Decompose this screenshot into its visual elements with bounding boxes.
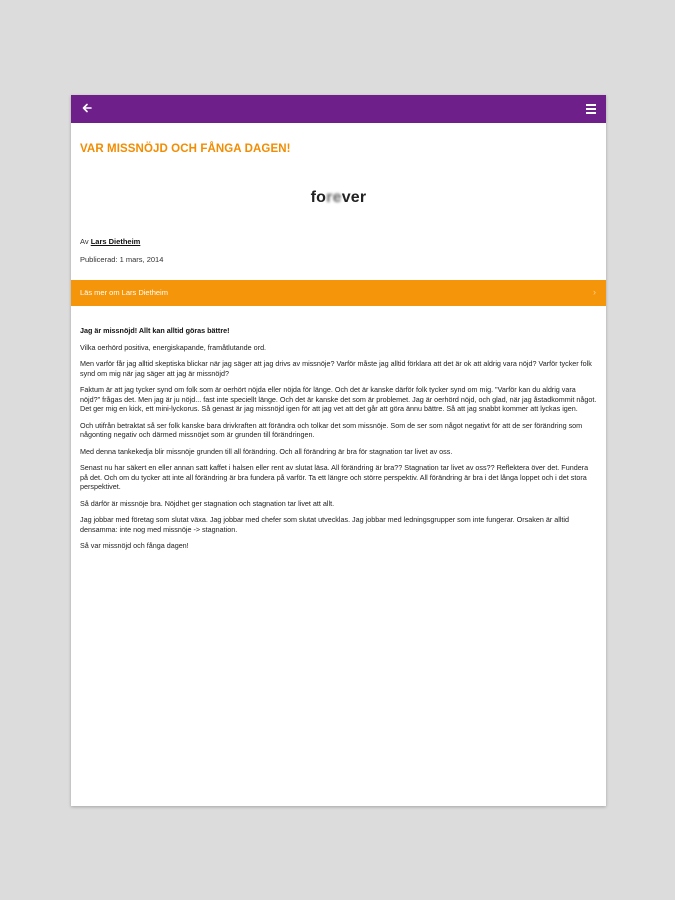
article-title: VAR MISSNÖJD OCH FÅNGA DAGEN! — [80, 143, 291, 155]
hamburger-menu-icon — [586, 112, 596, 114]
app-window — [71, 95, 606, 806]
paragraph: Med denna tankekedja blir missnöje grunden till all förändring. Och all förändring är bra för stagnation tar livet av oss. — [80, 446, 453, 456]
arrow-left-icon — [81, 102, 93, 114]
paragraph: Så därför är missnöje bra. Nöjdhet ger stagnation och stagnation tar livet att allt. — [80, 498, 335, 508]
top-app-bar — [71, 95, 606, 123]
chevron-right-icon: › — [593, 287, 596, 297]
article-body — [71, 306, 606, 551]
site-logo — [279, 189, 399, 207]
hamburger-menu-icon — [586, 104, 596, 106]
logo-text-end: ver — [341, 189, 367, 206]
paragraph: Senast nu har säkert en eller annan satt kaffet i halsen eller rent av slutat läsa. All förändring är bra?? Stagnation tar livet av oss?? Reflektera över det. Fundera på det. Och om du tycker att inte all förändring är bra fundera på varför. Ta ett längre och större perspektiv. All förändring är bra i det långa loppet och i det stora perspektivet. — [80, 463, 589, 491]
menu-button[interactable] — [586, 104, 596, 114]
logo-text-blurred: re — [326, 189, 342, 206]
article-header — [71, 143, 606, 264]
paragraph: Men varför får jag alltid skeptiska blickar när jag säger att jag drivs av missnöje? Varför måste jag alltid förklara att det är ok att aldrig vara nöjd? Varför tycker folk synd om mig när jag säger att jag är missnöjd? — [80, 359, 592, 378]
paragraph: Jag är missnöjd! Allt kan alltid göras bättre! — [80, 326, 230, 335]
paragraph: Vilka oerhörd positiva, energiskapande, framåtlutande ord. — [80, 342, 267, 352]
byline — [80, 237, 597, 246]
paragraph: Och utifrån betraktat så ser folk kanske bara drivkraften att förändra och tolkar det som missnöje. Som de ser som något negativt för att de ser förändring som någonting negativ och därmed missnöjet som är grunden till förändringen. — [80, 420, 583, 439]
logo-text-start: fo — [310, 189, 327, 206]
back-button[interactable] — [80, 102, 94, 116]
byline-prefix: Av — [80, 237, 89, 246]
paragraph: Så var missnöjd och fånga dagen! — [80, 541, 189, 550]
read-more-author-bar[interactable] — [71, 280, 606, 306]
hamburger-menu-icon — [586, 108, 596, 110]
paragraph: Jag jobbar med företag som slutat växa. Jag jobbar med chefer som slutat utvecklas. Jag jobbar med ledningsgrupper som inte fungerar. Orsaken är alltid densamma: inte nog med missnöje -> stagnation. — [80, 515, 570, 534]
read-more-label: Läs mer om Lars Dietheim — [80, 288, 168, 297]
paragraph: Faktum är att jag tycker synd om folk som är oerhört nöjda eller nöjda för länge. Och det är kanske därför folk tycker synd om mig. "Varför kan du aldrig vara nöjd?" frågas det. Men jag är ju nöjd... fast inte speciellt länge. Och det är kanske det som är problemet. Jag är oerhörd nöjd, och glad, när jag åstadkommit något. Det ger mig en kick, ett mini-lyckorus. Så genast är jag missnöjd igen för att jag vet att det går att göra ännu bättre. Så att jag snabbt kommer att lyckas igen. — [80, 385, 597, 413]
author-link[interactable]: Lars Dietheim — [90, 237, 141, 246]
published-date: Publicerad: 1 mars, 2014 — [80, 255, 164, 264]
